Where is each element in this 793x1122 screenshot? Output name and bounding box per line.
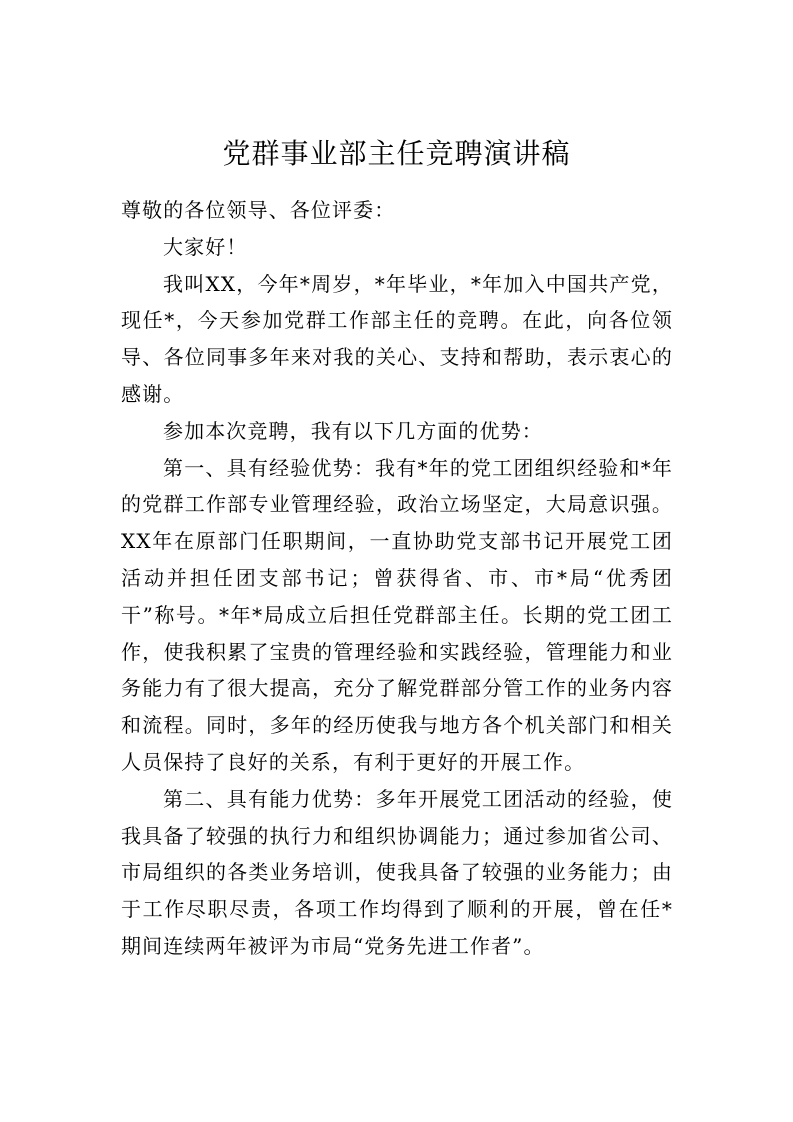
document-title: 党群事业部主任竞聘演讲稿 (222, 137, 571, 170)
paragraph-experience-advantage: 第一、具有经验优势：我有*年的党工团组织经验和*年的党群工作部专业管理经验，政治立场坚定，大局意识强。XX年在原部门任职期间，一直协助党支部书记开展党工团活动并担任团支部书记；曾获得省、市、市*局“优秀团干”称号。*年*局成立后担任党群部主任。长期的党工团工作，使我积累了宝贵的管理经验和实践经验，管理能力和业务能力有了很大提高，充分了解党群部分管工作的业务内容和流程。同时，多年的经历使我与地方各个机关部门和相关人员保持了良好的关系，有利于更好的开展工作。 (121, 455, 673, 774)
paragraph-advantages-intro: 参加本次竞聘，我有以下几方面的优势： (163, 418, 543, 443)
paragraph-greeting: 大家好！ (163, 234, 248, 259)
paragraph-introduction: 我叫XX，今年*周岁，*年毕业，*年加入中国共产党，现任*，今天参加党群工作部主任的竞聘。在此，向各位领导、各位同事多年来对我的关心、支持和帮助，表示衷心的感谢。 (121, 271, 673, 406)
document-body (121, 192, 673, 965)
salutation: 尊敬的各位领导、各位评委： (121, 198, 396, 222)
paragraph-ability-advantage: 第二、具有能力优势：多年开展党工团活动的经验，使我具备了较强的执行力和组织协调能力；通过参加省公司、市局组织的各类业务培训，使我具备了较强的业务能力；由于工作尽职尽责，各项工作均得到了顺利的开展，曾在任*期间连续两年被评为市局“党务先进工作者”。 (121, 786, 673, 958)
